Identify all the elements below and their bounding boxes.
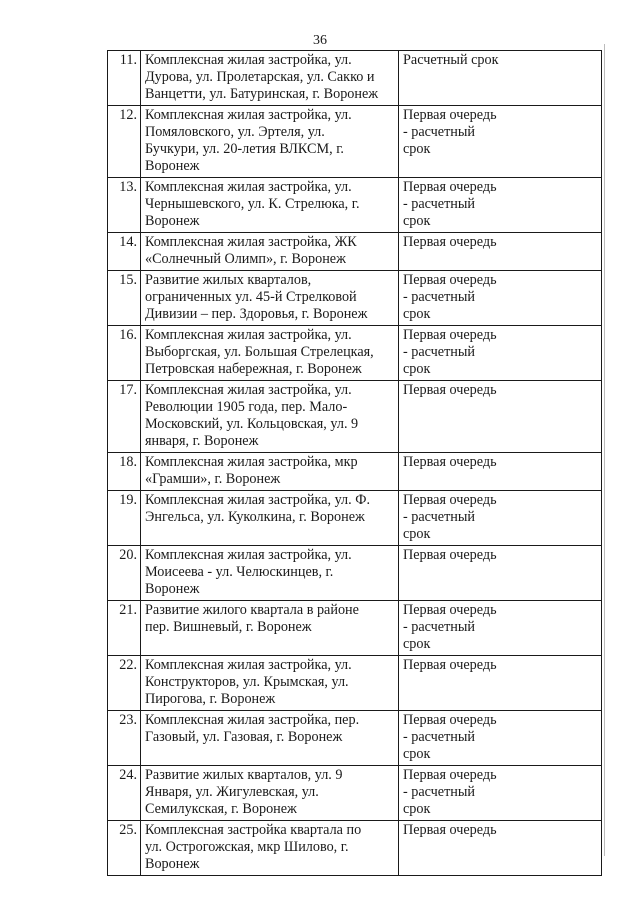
table-row [108, 233, 602, 271]
project-stage: Первая очередь - расчетный срок [399, 601, 602, 656]
project-stage: Первая очередь [399, 381, 602, 453]
projects-table [107, 50, 602, 876]
table-row [108, 381, 602, 453]
project-stage: Первая очередь [399, 453, 602, 491]
project-stage: Расчетный срок [399, 51, 602, 106]
project-description: Развитие жилых кварталов, ограниченных ул. 45-й Стрелковой Дивизии – пер. Здоровья, г. Воронеж [141, 271, 399, 326]
row-number: 13. [108, 178, 141, 233]
row-number: 23. [108, 711, 141, 766]
project-description: Комплексная жилая застройка, ЖК «Солнечный Олимп», г. Воронеж [141, 233, 399, 271]
row-number: 24. [108, 766, 141, 821]
row-number: 11. [108, 51, 141, 106]
table-row [108, 766, 602, 821]
row-number: 17. [108, 381, 141, 453]
row-number: 19. [108, 491, 141, 546]
table-row [108, 601, 602, 656]
project-description: Комплексная жилая застройка, ул. Чернышевского, ул. К. Стрелюка, г. Воронеж [141, 178, 399, 233]
table-row [108, 656, 602, 711]
project-description: Комплексная жилая застройка, ул. Выборгская, ул. Большая Стрелецкая, Петровская набережная, г. Воронеж [141, 326, 399, 381]
row-number: 21. [108, 601, 141, 656]
table-row [108, 326, 602, 381]
project-description: Развитие жилых кварталов, ул. 9 Января, ул. Жигулевская, ул. Семилукская, г. Воронеж [141, 766, 399, 821]
project-description: Комплексная застройка квартала по ул. Острогожская, мкр Шилово, г. Воронеж [141, 821, 399, 876]
table-row [108, 271, 602, 326]
table-row [108, 106, 602, 178]
project-stage: Первая очередь [399, 656, 602, 711]
table-row [108, 178, 602, 233]
row-number: 25. [108, 821, 141, 876]
table-row [108, 711, 602, 766]
project-stage: Первая очередь - расчетный срок [399, 326, 602, 381]
table-row [108, 546, 602, 601]
table-row [108, 821, 602, 876]
project-stage: Первая очередь - расчетный срок [399, 766, 602, 821]
project-stage: Первая очередь - расчетный срок [399, 491, 602, 546]
project-stage: Первая очередь [399, 233, 602, 271]
project-stage: Первая очередь - расчетный срок [399, 271, 602, 326]
project-stage: Первая очередь [399, 821, 602, 876]
project-description: Комплексная жилая застройка, ул. Помяловского, ул. Эртеля, ул. Бучкури, ул. 20-летия ВЛКСМ, г. Воронеж [141, 106, 399, 178]
row-number: 15. [108, 271, 141, 326]
project-description: Комплексная жилая застройка, ул. Дурова, ул. Пролетарская, ул. Сакко и Ванцетти, ул. Батуринская, г. Воронеж [141, 51, 399, 106]
project-description: Комплексная жилая застройка, ул. Моисеева - ул. Челюскинцев, г. Воронеж [141, 546, 399, 601]
table-row [108, 491, 602, 546]
row-number: 20. [108, 546, 141, 601]
row-number: 18. [108, 453, 141, 491]
row-number: 16. [108, 326, 141, 381]
row-number: 22. [108, 656, 141, 711]
project-stage: Первая очередь [399, 546, 602, 601]
table-row [108, 51, 602, 106]
project-description: Развитие жилого квартала в районе пер. Вишневый, г. Воронеж [141, 601, 399, 656]
project-description: Комплексная жилая застройка, ул. Революции 1905 года, пер. Мало- Московский, ул. Кольцовская, ул. 9 января, г. Воронеж [141, 381, 399, 453]
project-stage: Первая очередь - расчетный срок [399, 106, 602, 178]
project-description: Комплексная жилая застройка, ул. Конструкторов, ул. Крымская, ул. Пирогова, г. Воронеж [141, 656, 399, 711]
project-description: Комплексная жилая застройка, мкр «Грамши», г. Воронеж [141, 453, 399, 491]
project-stage: Первая очередь - расчетный срок [399, 711, 602, 766]
row-number: 12. [108, 106, 141, 178]
row-number: 14. [108, 233, 141, 271]
scan-edge-line [604, 44, 605, 856]
page-number: 36 [313, 33, 327, 48]
project-description: Комплексная жилая застройка, пер. Газовый, ул. Газовая, г. Воронеж [141, 711, 399, 766]
project-description: Комплексная жилая застройка, ул. Ф. Энгельса, ул. Куколкина, г. Воронеж [141, 491, 399, 546]
project-stage: Первая очередь - расчетный срок [399, 178, 602, 233]
table-row [108, 453, 602, 491]
